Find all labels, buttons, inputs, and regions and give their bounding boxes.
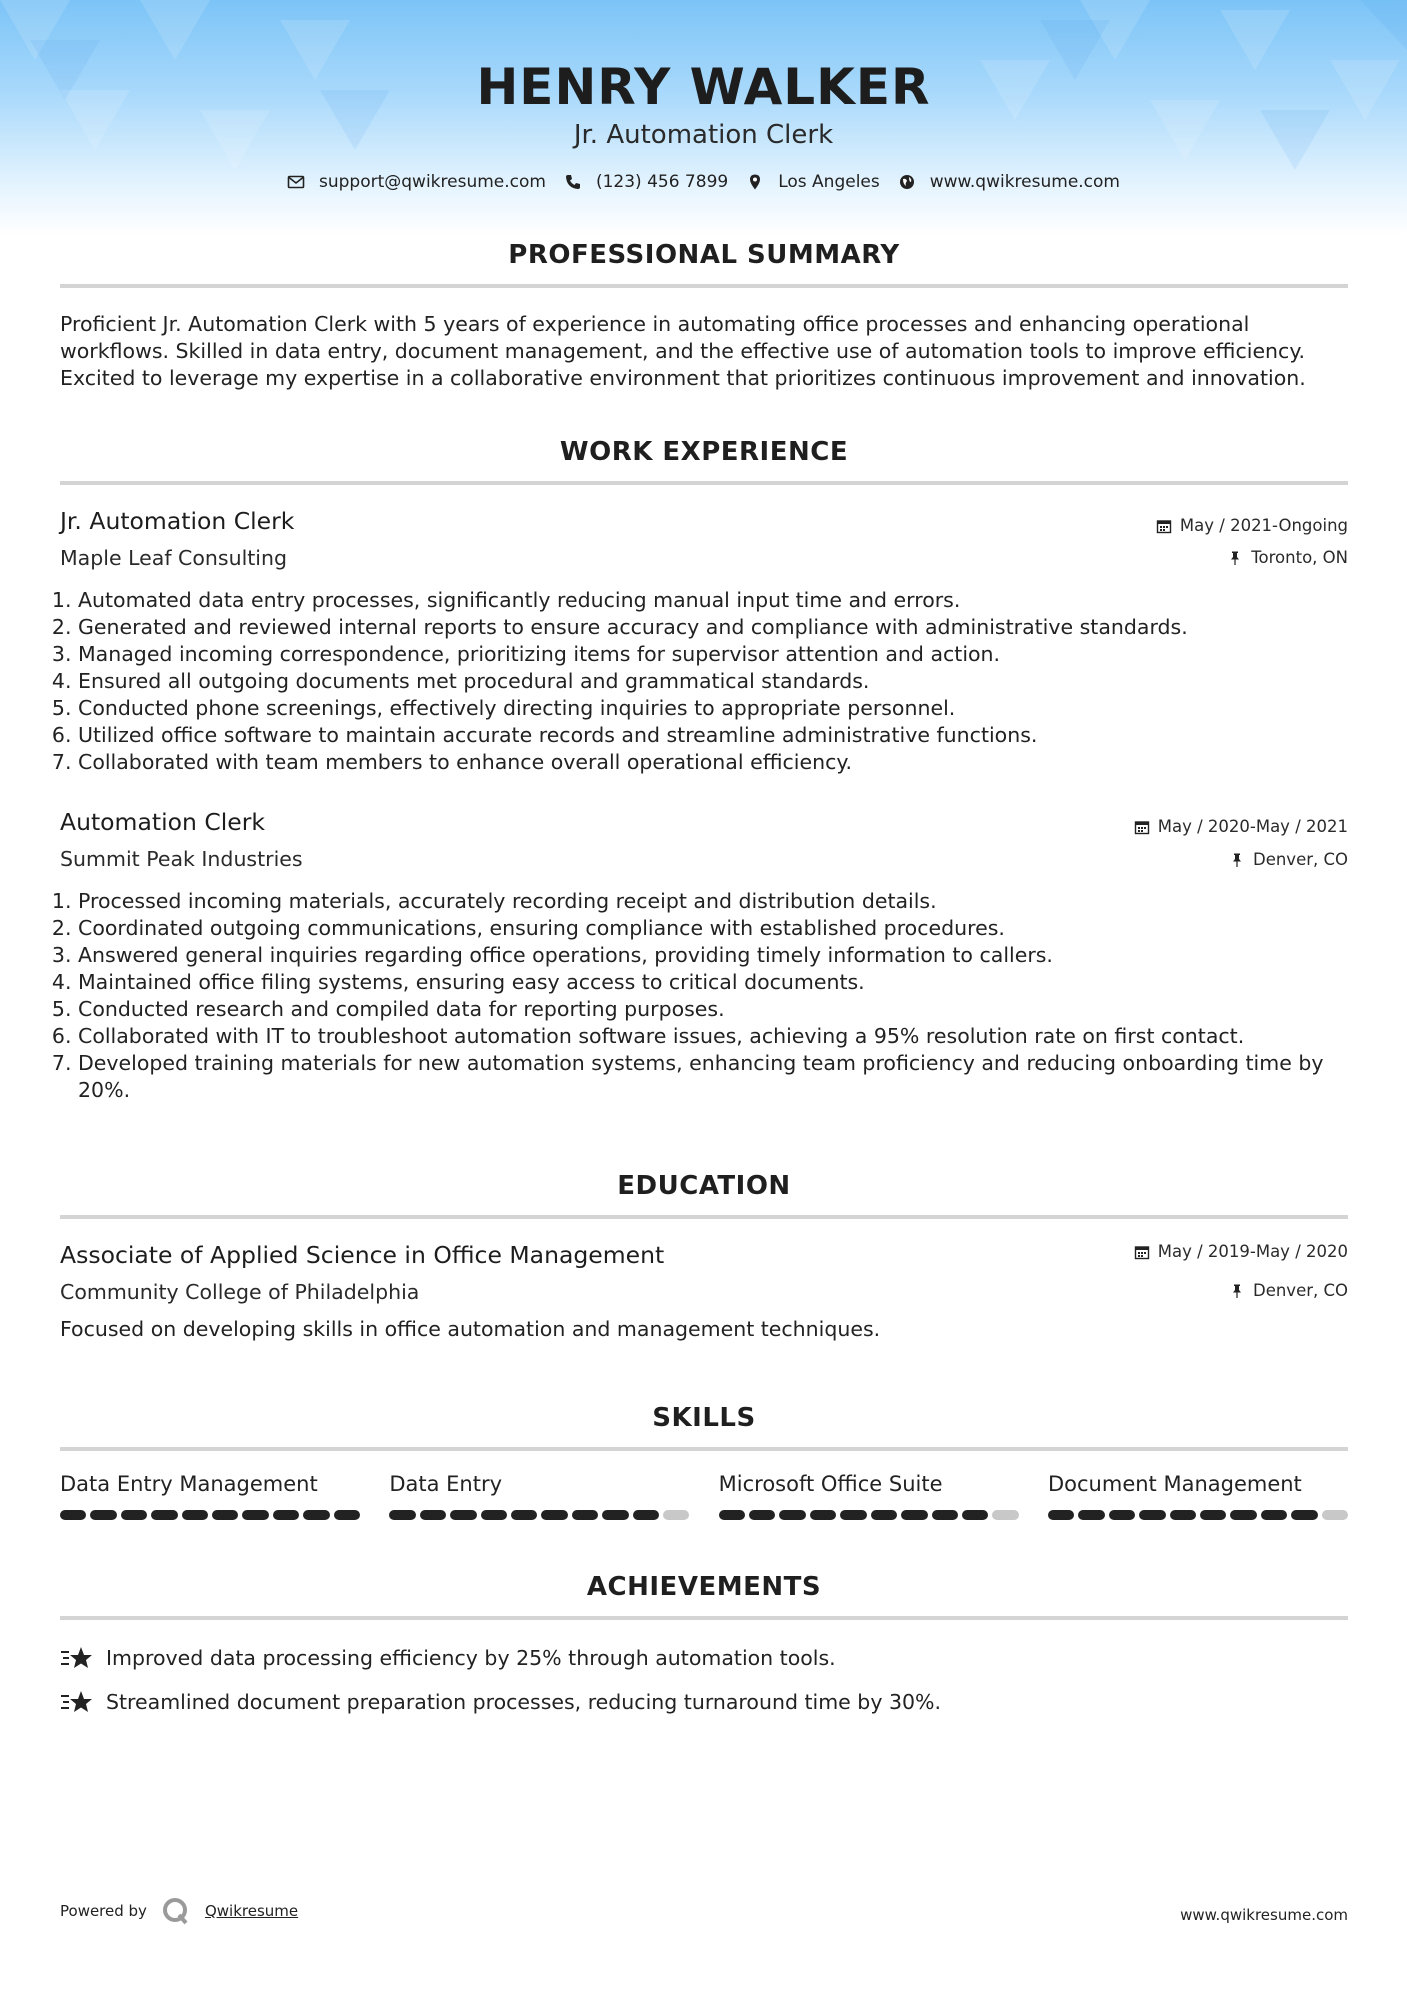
skill-level-segment bbox=[719, 1510, 745, 1520]
skill-level-segment bbox=[151, 1510, 177, 1520]
list-item: 7. Collaborated with team members to enhance overall operational efficiency. bbox=[78, 749, 1366, 776]
contact-bar bbox=[0, 172, 1407, 192]
skill-item bbox=[1048, 1472, 1348, 1520]
list-item: 6. Utilized office software to maintain accurate records and streamline administrative functions. bbox=[78, 722, 1366, 749]
skill-item bbox=[719, 1472, 1019, 1520]
degree-title: Associate of Applied Science in Office Management bbox=[60, 1241, 665, 1269]
header-banner bbox=[0, 0, 1407, 235]
skill-level-segment bbox=[633, 1510, 659, 1520]
list-item: 6. Collaborated with IT to troubleshoot automation software issues, achieving a 95% resolution rate on first contact. bbox=[78, 1023, 1366, 1050]
skill-level-segment bbox=[121, 1510, 147, 1520]
achievements-heading: ACHIEVEMENTS bbox=[586, 1572, 822, 1602]
list-item: 5. Conducted phone screenings, effectively directing inquiries to appropriate personnel. bbox=[78, 695, 1366, 722]
skill-level-segment bbox=[840, 1510, 866, 1520]
skill-level-segment bbox=[749, 1510, 775, 1520]
email-text: support@qwikresume.com bbox=[319, 172, 546, 192]
list-item: 4. Ensured all outgoing documents met procedural and grammatical standards. bbox=[78, 668, 1366, 695]
skill-level-segment bbox=[1200, 1510, 1226, 1520]
skill-level-segment bbox=[810, 1510, 836, 1520]
powered-by-label: Powered by bbox=[60, 1902, 147, 1920]
skill-name: Data Entry bbox=[389, 1472, 503, 1496]
skill-level-segment bbox=[212, 1510, 238, 1520]
achievement-text: Streamlined document preparation processes, reducing turnaround time by 30%. bbox=[106, 1690, 942, 1714]
skill-level-segment bbox=[334, 1510, 360, 1520]
skill-level-bar bbox=[60, 1510, 360, 1520]
pushpin-icon bbox=[1227, 550, 1243, 566]
footer-branding bbox=[60, 1896, 298, 1926]
job-location bbox=[1229, 850, 1348, 869]
contact-website[interactable] bbox=[898, 172, 1120, 192]
company-name: Maple Leaf Consulting bbox=[60, 546, 288, 570]
list-item: 2. Generated and reviewed internal reports to ensure accuracy and compliance with administrative standards. bbox=[78, 614, 1366, 641]
location-text: Los Angeles bbox=[778, 172, 880, 192]
skill-level-segment bbox=[242, 1510, 268, 1520]
skill-level-segment bbox=[1230, 1510, 1256, 1520]
skill-level-segment bbox=[1109, 1510, 1135, 1520]
achievements-divider bbox=[60, 1616, 1348, 1620]
skill-level-segment bbox=[1322, 1510, 1348, 1520]
list-item: 2. Coordinated outgoing communications, ensuring compliance with established procedures. bbox=[78, 915, 1366, 942]
job-dates bbox=[1156, 516, 1348, 535]
skill-level-segment bbox=[1261, 1510, 1287, 1520]
pushpin-icon bbox=[1229, 852, 1245, 868]
skill-level-segment bbox=[511, 1510, 537, 1520]
skill-item bbox=[389, 1472, 689, 1520]
skill-level-segment bbox=[481, 1510, 507, 1520]
job-location-text: Toronto, ON bbox=[1251, 548, 1348, 567]
summary-divider bbox=[60, 284, 1348, 288]
pushpin-icon bbox=[1229, 1283, 1245, 1299]
skill-level-bar bbox=[389, 1510, 689, 1520]
education-dates bbox=[1134, 1242, 1348, 1261]
candidate-title: Jr. Automation Clerk bbox=[573, 120, 834, 150]
company-name: Summit Peak Industries bbox=[60, 847, 303, 871]
contact-location bbox=[746, 172, 880, 192]
star-icon bbox=[60, 1689, 94, 1715]
school-name: Community College of Philadelphia bbox=[60, 1280, 420, 1304]
skill-level-segment bbox=[1170, 1510, 1196, 1520]
calendar-icon bbox=[1134, 819, 1150, 835]
skill-level-segment bbox=[182, 1510, 208, 1520]
skill-level-segment bbox=[90, 1510, 116, 1520]
phone-icon bbox=[564, 173, 582, 191]
skill-level-segment bbox=[901, 1510, 927, 1520]
brand-link[interactable]: Qwikresume bbox=[204, 1902, 299, 1920]
achievement-item bbox=[60, 1689, 941, 1715]
job-title: Automation Clerk bbox=[60, 808, 266, 836]
hexagon-pattern bbox=[0, 0, 1407, 235]
skill-level-segment bbox=[932, 1510, 958, 1520]
job-location bbox=[1227, 548, 1348, 567]
envelope-icon bbox=[287, 173, 305, 191]
experience-divider bbox=[60, 481, 1348, 485]
skill-level-segment bbox=[273, 1510, 299, 1520]
achievement-text: Improved data processing efficiency by 25% through automation tools. bbox=[106, 1646, 836, 1670]
skill-level-segment bbox=[779, 1510, 805, 1520]
map-pin-icon bbox=[746, 173, 764, 191]
skill-name: Document Management bbox=[1047, 1472, 1302, 1496]
skills-divider bbox=[60, 1447, 1348, 1451]
education-location-text: Denver, CO bbox=[1252, 1281, 1348, 1300]
list-item: 5. Conducted research and compiled data for reporting purposes. bbox=[78, 996, 1366, 1023]
qwikresume-logo-icon bbox=[161, 1896, 191, 1926]
skill-level-segment bbox=[871, 1510, 897, 1520]
skill-level-segment bbox=[962, 1510, 988, 1520]
list-item: 7. Developed training materials for new automation systems, enhancing team proficiency and reducing onboarding time by 20%. bbox=[78, 1050, 1366, 1104]
skill-level-segment bbox=[450, 1510, 476, 1520]
list-item: 1. Automated data entry processes, significantly reducing manual input time and errors. bbox=[78, 587, 1366, 614]
list-item: 4. Maintained office filing systems, ensuring easy access to critical documents. bbox=[78, 969, 1366, 996]
skill-level-segment bbox=[541, 1510, 567, 1520]
summary-heading: PROFESSIONAL SUMMARY bbox=[508, 240, 900, 270]
education-divider bbox=[60, 1215, 1348, 1219]
education-heading: EDUCATION bbox=[617, 1171, 791, 1201]
candidate-name: HENRY WALKER bbox=[476, 58, 931, 116]
job-location-text: Denver, CO bbox=[1252, 850, 1348, 869]
job-dates-text: May / 2020-May / 2021 bbox=[1157, 817, 1348, 836]
experience-heading: WORK EXPERIENCE bbox=[559, 437, 849, 467]
skill-name: Microsoft Office Suite bbox=[718, 1472, 943, 1496]
list-item: 3. Managed incoming correspondence, prioritizing items for supervisor attention and action. bbox=[78, 641, 1366, 668]
job-dates bbox=[1134, 817, 1348, 836]
skill-level-segment bbox=[572, 1510, 598, 1520]
education-description: Focused on developing skills in office automation and management techniques. bbox=[60, 1317, 881, 1341]
skill-item bbox=[60, 1472, 360, 1520]
star-icon bbox=[60, 1645, 94, 1671]
job-bullets bbox=[60, 587, 1366, 776]
skill-level-segment bbox=[303, 1510, 329, 1520]
list-item: 1. Processed incoming materials, accurately recording receipt and distribution details. bbox=[78, 888, 1366, 915]
skill-level-bar bbox=[1048, 1510, 1348, 1520]
calendar-icon bbox=[1134, 1244, 1150, 1260]
contact-phone[interactable] bbox=[564, 172, 728, 192]
skill-level-segment bbox=[60, 1510, 86, 1520]
skill-level-segment bbox=[420, 1510, 446, 1520]
achievement-item bbox=[60, 1645, 836, 1671]
skills-grid bbox=[60, 1472, 1348, 1520]
calendar-icon bbox=[1156, 518, 1172, 534]
skill-name: Data Entry Management bbox=[60, 1472, 318, 1496]
job-title: Jr. Automation Clerk bbox=[60, 507, 295, 535]
skill-level-segment bbox=[992, 1510, 1018, 1520]
education-location bbox=[1229, 1281, 1348, 1300]
skill-level-segment bbox=[602, 1510, 628, 1520]
skill-level-segment bbox=[1139, 1510, 1165, 1520]
summary-text: Proficient Jr. Automation Clerk with 5 years of experience in automating office processes and enhancing operational workflows. Skilled in data entry, document management, and the effective use of automation tools to improve efficiency. Excited to leverage my expertise in a collaborative environment that prioritizes continuous improvement and innovation. bbox=[60, 312, 1306, 390]
skill-level-segment bbox=[1048, 1510, 1074, 1520]
phone-text: (123) 456 7899 bbox=[595, 172, 729, 192]
globe-icon bbox=[898, 173, 916, 191]
skill-level-segment bbox=[389, 1510, 415, 1520]
skills-heading: SKILLS bbox=[652, 1403, 756, 1433]
contact-email[interactable] bbox=[287, 172, 546, 192]
skill-level-segment bbox=[1078, 1510, 1104, 1520]
job-dates-text: May / 2021-Ongoing bbox=[1179, 516, 1348, 535]
list-item: 3. Answered general inquiries regarding office operations, providing timely information to callers. bbox=[78, 942, 1366, 969]
website-text: www.qwikresume.com bbox=[929, 172, 1120, 192]
education-dates-text: May / 2019-May / 2020 bbox=[1157, 1242, 1348, 1261]
job-bullets bbox=[60, 888, 1366, 1104]
skill-level-segment bbox=[1291, 1510, 1317, 1520]
footer-website[interactable]: www.qwikresume.com bbox=[1180, 1906, 1348, 1924]
skill-level-bar bbox=[719, 1510, 1019, 1520]
skill-level-segment bbox=[663, 1510, 689, 1520]
